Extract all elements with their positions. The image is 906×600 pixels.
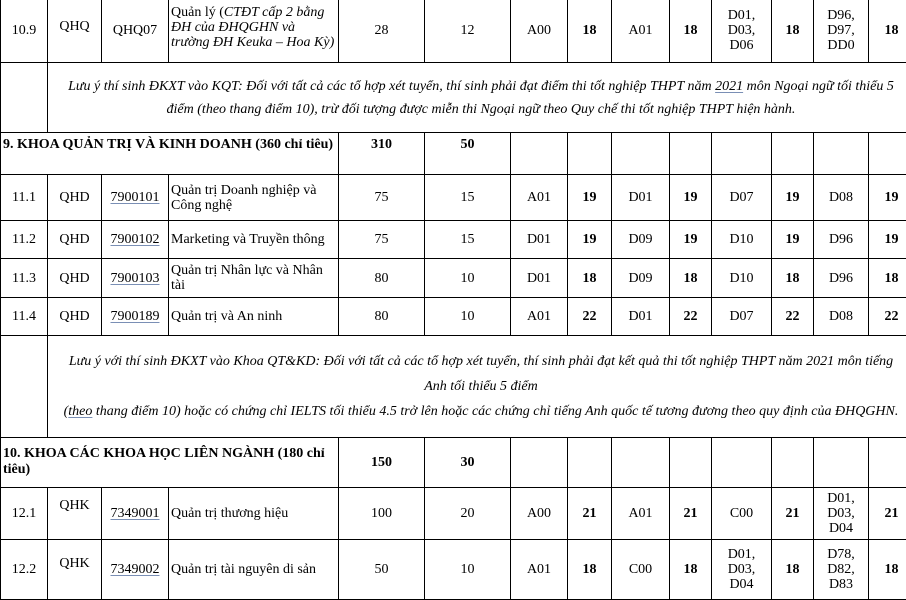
combo-4: D78, D82, D83 [814,540,869,600]
note-row [1,336,906,438]
score-4: 18 [869,0,906,63]
combo-4: D08 [814,175,869,221]
score-2: 18 [670,540,712,600]
section-total-1: 310 [339,133,425,175]
combo-2: D09 [612,259,670,298]
table-row [1,0,906,63]
combo-1: D01 [511,221,568,259]
row-code: 7900102 [110,232,160,247]
score-4: 19 [869,221,906,259]
section-header-row [1,438,906,488]
combo-1: D01 [511,259,568,298]
note-row [1,63,906,133]
row-stt: 10.9 [1,0,48,63]
row-name: Quản trị Doanh nghiệp và Công nghệ [169,175,339,221]
combo-1: A00 [511,0,568,63]
row-code: 7900101 [110,190,160,205]
row-group: QHQ [48,0,102,63]
table-row [1,221,906,259]
score-4: 18 [869,540,906,600]
combo-2: C00 [612,540,670,600]
row-target-2: 20 [425,488,511,540]
score-2: 22 [670,298,712,336]
table-row [1,259,906,298]
score-4: 22 [869,298,906,336]
row-target-2: 15 [425,221,511,259]
table-row [1,488,906,540]
row-target-2: 10 [425,259,511,298]
row-target: 75 [339,221,425,259]
combo-1: A01 [511,540,568,600]
row-code: 7349002 [110,562,160,577]
row-name: Marketing và Truyền thông [169,221,339,259]
section-title: 10. KHOA CÁC KHOA HỌC LIÊN NGÀNH (180 chỉ tiêu) [1,438,339,488]
row-stt: 11.1 [1,175,48,221]
combo-3: D10 [712,221,772,259]
row-name: Quản trị và An ninh [169,298,339,336]
score-2: 18 [670,259,712,298]
score-1: 18 [568,259,612,298]
section-title: 9. KHOA QUẢN TRỊ VÀ KINH DOANH (360 chỉ tiêu) [1,133,339,175]
combo-1: A00 [511,488,568,540]
score-2: 19 [670,175,712,221]
note-qtkd: Lưu ý với thí sinh ĐKXT vào Khoa QT&KD: Đối với tất cả các tổ hợp xét tuyển, thí sinh phải đạt kết quả thi tốt nghiệp THPT năm 2021 môn tiếng Anh tối thiểu 5 điểm (theo thang điểm 10) hoặc có chứng chỉ IELTS tối thiểu 4.5 trở lên hoặc các chứng chỉ tiếng Anh quốc tế tương đương theo quy định của ĐHQGHN. [48,336,906,438]
combo-2: D01 [612,175,670,221]
combo-3: D07 [712,175,772,221]
section-header-row [1,133,906,175]
row-target: 28 [339,0,425,63]
score-4: 19 [869,175,906,221]
combo-1: A01 [511,298,568,336]
combo-4: D01, D03, D04 [814,488,869,540]
combo-2: A01 [612,488,670,540]
row-target: 50 [339,540,425,600]
score-3: 18 [772,540,814,600]
combo-4: D08 [814,298,869,336]
score-3: 19 [772,175,814,221]
row-group: QHD [48,175,102,221]
combo-4: D96 [814,221,869,259]
score-2: 19 [670,221,712,259]
row-target-2: 10 [425,540,511,600]
row-target: 80 [339,259,425,298]
combo-3: D01, D03, D06 [712,0,772,63]
score-1: 18 [568,0,612,63]
score-2: 21 [670,488,712,540]
row-target-2: 15 [425,175,511,221]
score-4: 21 [869,488,906,540]
row-name: Quản lý (CTĐT cấp 2 bằng ĐH của ĐHQGHN và trường ĐH Keuka – Hoa Kỳ) [169,0,339,63]
row-target: 100 [339,488,425,540]
score-3: 22 [772,298,814,336]
section-total-1: 150 [339,438,425,488]
combo-3: D10 [712,259,772,298]
combo-3: D01, D03, D04 [712,540,772,600]
combo-4: D96, D97, DD0 [814,0,869,63]
row-stt: 11.3 [1,259,48,298]
row-stt: 12.2 [1,540,48,600]
row-group: QHD [48,298,102,336]
row-name: Quản trị Nhân lực và Nhân tài [169,259,339,298]
score-3: 21 [772,488,814,540]
score-1: 18 [568,540,612,600]
row-code: 7900189 [110,309,160,324]
combo-3: D07 [712,298,772,336]
combo-1: A01 [511,175,568,221]
row-group: QHD [48,221,102,259]
table-row [1,540,906,600]
row-stt: 11.2 [1,221,48,259]
row-code: QHQ07 [102,0,169,63]
row-group: QHD [48,259,102,298]
score-1: 19 [568,221,612,259]
score-2: 18 [670,0,712,63]
row-target: 75 [339,175,425,221]
table-row [1,298,906,336]
row-stt: 12.1 [1,488,48,540]
score-3: 18 [772,259,814,298]
row-target: 80 [339,298,425,336]
score-4: 18 [869,259,906,298]
row-group: QHK [48,488,102,540]
row-target-2: 10 [425,298,511,336]
score-1: 21 [568,488,612,540]
combo-3: C00 [712,488,772,540]
row-name: Quản trị tài nguyên di sản [169,540,339,600]
row-code: 7900103 [110,270,160,286]
score-3: 18 [772,0,814,63]
section-total-2: 50 [425,133,511,175]
table-row [1,175,906,221]
combo-4: D96 [814,259,869,298]
row-stt: 11.4 [1,298,48,336]
score-3: 19 [772,221,814,259]
score-1: 19 [568,175,612,221]
row-code: 7349001 [110,506,160,521]
combo-2: D09 [612,221,670,259]
row-target-2: 12 [425,0,511,63]
score-1: 22 [568,298,612,336]
note-kqt: Lưu ý thí sinh ĐKXT vào KQT: Đối với tất cả các tổ hợp xét tuyển, thí sinh phải đạt điểm thi tốt nghiệp THPT năm 2021 môn Ngoại ngữ tối thiểu 5 điểm (theo thang điểm 10), trừ đối tượng được miễn thi Ngoại ngữ theo Quy chế thi tốt nghiệp THPT hiện hành. [48,63,906,133]
row-group: QHK [48,540,102,600]
combo-2: D01 [612,298,670,336]
row-name: Quản trị thương hiệu [169,488,339,540]
combo-2: A01 [612,0,670,63]
section-total-2: 30 [425,438,511,488]
